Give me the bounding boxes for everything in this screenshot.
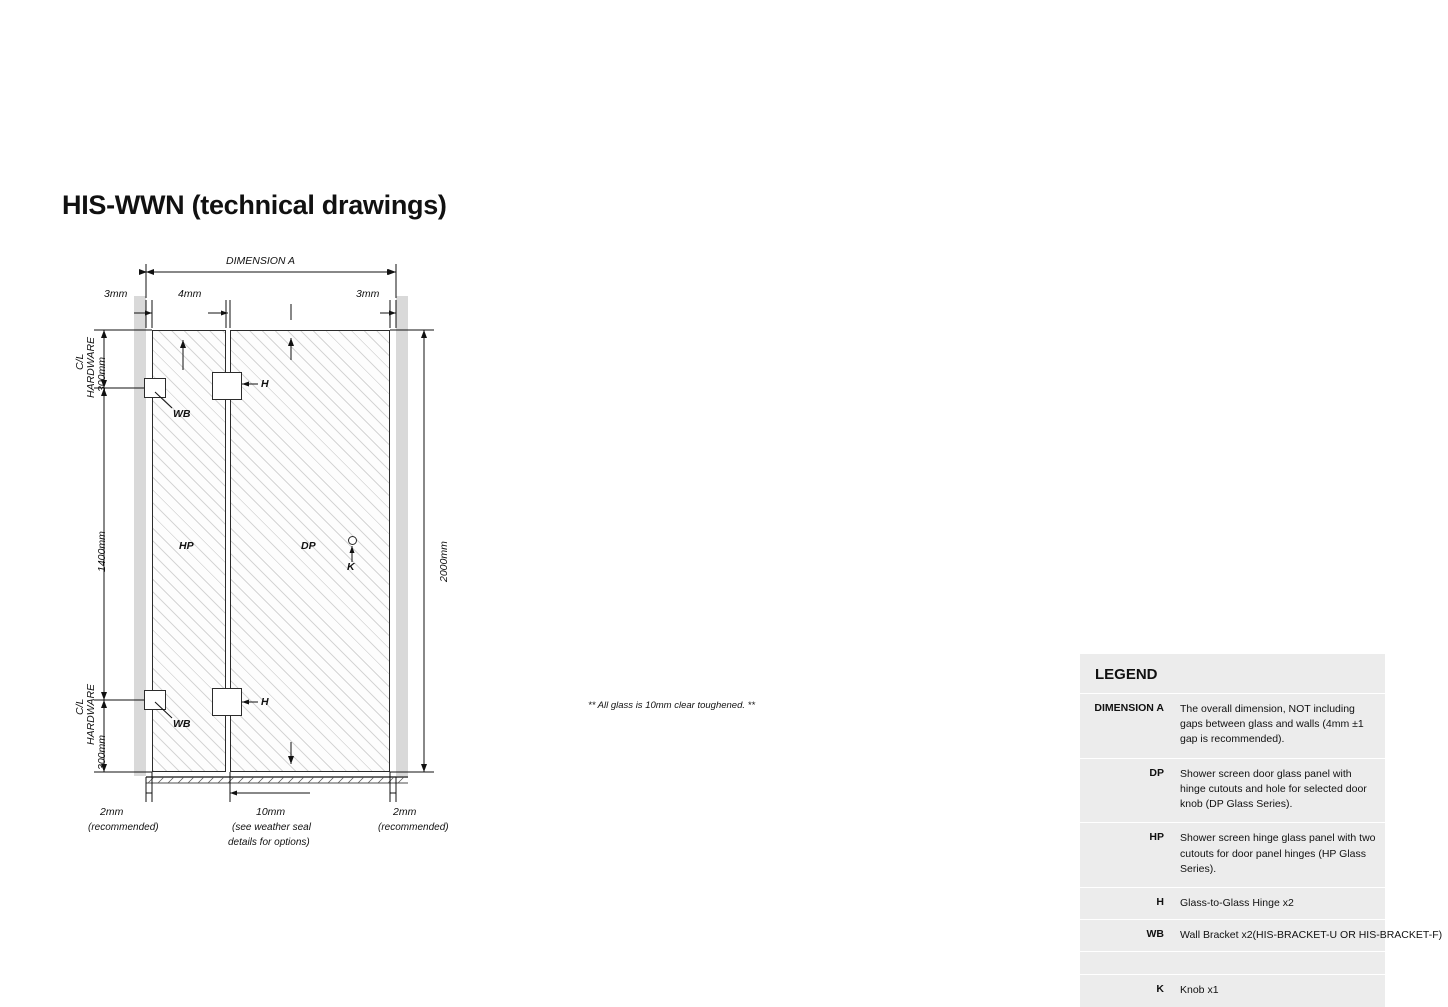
dimension-lines <box>60 250 530 850</box>
hinge-panel-label: HP <box>179 540 194 552</box>
bottom-center-note-line1: (see weather seal <box>232 822 311 833</box>
legend-row <box>1080 694 1385 759</box>
legend-key: HP <box>1149 831 1164 844</box>
legend-value: Wall Bracket x2(HIS-BRACKET-U OR HIS-BRACKET-F) <box>1180 929 1443 942</box>
hinge-bottom-label: H <box>261 696 269 708</box>
legend-key: K <box>1156 983 1164 996</box>
legend-value: Glass-to-Glass Hinge x2 <box>1180 896 1294 909</box>
middle-height-label: 1400mm <box>96 531 108 572</box>
bottom-left-note: (recommended) <box>88 822 159 833</box>
overall-height-label: 2000mm <box>438 541 450 582</box>
legend-key: DIMENSION A <box>1094 702 1164 714</box>
hardware-bottom-label-line2: HARDWARE <box>85 683 97 745</box>
knob-label: K <box>347 561 355 573</box>
legend-title: LEGEND <box>1080 654 1385 694</box>
top-dimension-label: DIMENSION A <box>226 255 296 267</box>
legend-value: The overall dimension, NOT including gaps between glass and walls (4mm ±1 gap is recommended). <box>1180 703 1364 746</box>
legend-value: Shower screen door glass panel with hinge cutouts and hole for selected door knob (DP Glass Series). <box>1180 767 1367 811</box>
hardware-top-dimension: 300mm <box>96 356 108 392</box>
bottom-right-value: 2mm <box>393 806 417 818</box>
bottom-center-note-line2: details for options) <box>228 837 310 848</box>
legend-row <box>1080 759 1385 824</box>
wall-bracket-top-label: WB <box>173 408 191 420</box>
legend-row <box>1080 823 1385 888</box>
technical-drawing <box>60 250 530 850</box>
legend-key: WB <box>1146 928 1164 941</box>
legend-value: Shower screen hinge glass panel with two cutouts for door panel hinges (HP Glass Series). <box>1180 832 1376 875</box>
hardware-top-label-line1: C/L <box>74 353 86 370</box>
bottom-right-note: (recommended) <box>378 822 449 833</box>
legend-key <box>1080 952 1172 968</box>
bottom-center-value: 10mm <box>256 806 286 818</box>
hardware-bottom-label-line1: C/L <box>74 698 86 715</box>
legend-note: ** All glass is 10mm clear toughened. ** <box>588 700 756 711</box>
legend-key: H <box>1156 895 1164 908</box>
door-panel-label: DP <box>301 540 316 552</box>
legend-row <box>1080 920 1443 952</box>
legend-row <box>1080 975 1385 1006</box>
legend-value: Knob x1 <box>1180 984 1219 997</box>
gap-between-glass-label: 4mm <box>178 288 202 300</box>
wall-bracket-bottom-label: WB <box>173 718 191 730</box>
gap-right-wall-label: 3mm <box>356 288 380 300</box>
legend-key: DP <box>1149 766 1164 779</box>
hinge-top-label: H <box>261 378 269 390</box>
page-title: HIS-WWN (technical drawings) <box>62 190 447 220</box>
gap-left-wall-label: 3mm <box>104 288 128 300</box>
legend-row <box>1080 952 1385 975</box>
legend-row <box>1080 888 1385 920</box>
legend-panel <box>1080 654 1443 1007</box>
bottom-left-value: 2mm <box>100 806 124 818</box>
hardware-top-label-line2: HARDWARE <box>85 336 97 398</box>
legend-value <box>1172 952 1385 968</box>
hardware-bottom-dimension: 300mm <box>96 734 108 770</box>
